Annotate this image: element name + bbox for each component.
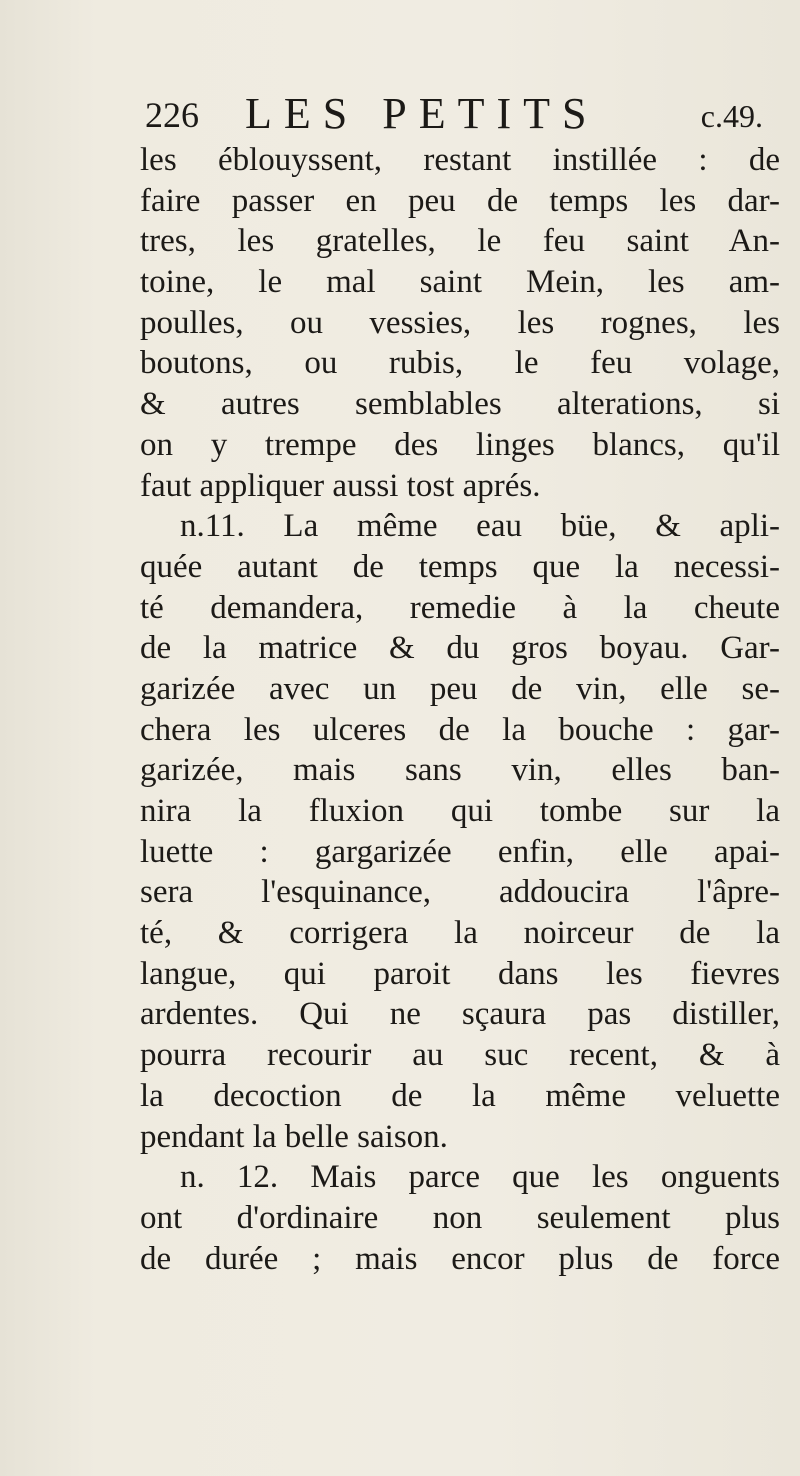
chapter-reference: c.49.: [700, 98, 763, 134]
text-line: pourra recourir au suc recent, & à: [140, 1037, 780, 1074]
text-line: langue, qui paroit dans les fievres: [140, 955, 780, 992]
text-line: faire passer en peu de temps les dar-: [140, 182, 780, 219]
text-line: ardentes. Qui ne sçaura pas distiller,: [140, 996, 780, 1033]
text-line: la decoction de la même veluette: [140, 1077, 780, 1114]
paragraph-start-line: n. 12. Mais parce que les onguents: [180, 1159, 780, 1196]
text-line: ont d'ordinaire non seulement plus: [140, 1199, 780, 1236]
text-line: quée autant de temps que la necessi-: [140, 548, 780, 585]
running-title: LES PETITS: [245, 89, 599, 138]
text-line: on y trempe des linges blancs, qu'il: [140, 426, 780, 463]
text-line: té, & corrigera la noirceur de la: [140, 915, 780, 952]
text-line: & autres semblables alterations, si: [140, 386, 780, 423]
paragraph-start-line: n.11. La même eau büe, & apli-: [180, 508, 780, 545]
text-line: toine, le mal saint Mein, les am-: [140, 264, 780, 301]
text-line: boutons, ou rubis, le feu volage,: [140, 345, 780, 382]
text-line: de la matrice & du gros boyau. Gar-: [140, 630, 780, 667]
text-line: faut appliquer aussi tost aprés.: [140, 467, 541, 504]
text-line: tres, les gratelles, le feu saint An-: [140, 223, 780, 260]
text-line: pendant la belle saison.: [140, 1118, 448, 1155]
text-line: luette : gargarizée enfin, elle apai-: [140, 833, 780, 870]
page-number: 226: [145, 95, 199, 135]
text-line: té demandera, remedie à la cheute: [140, 589, 780, 626]
text-line: garizée, mais sans vin, elles ban-: [140, 752, 780, 789]
text-line: chera les ulceres de la bouche : gar-: [140, 711, 780, 748]
text-line: poulles, ou vessies, les rognes, les: [140, 304, 780, 341]
text-line: nira la fluxion qui tombe sur la: [140, 793, 780, 829]
text-line: de durée ; mais encor plus de force: [140, 1240, 780, 1277]
text-line: sera l'esquinance, addoucira l'âpre-: [140, 874, 780, 911]
page-header: [145, 88, 785, 148]
text-line: garizée avec un peu de vin, elle se-: [140, 670, 780, 707]
text-line: les éblouyssent, restant instillée : de: [140, 142, 780, 178]
body-text: [140, 140, 780, 1279]
